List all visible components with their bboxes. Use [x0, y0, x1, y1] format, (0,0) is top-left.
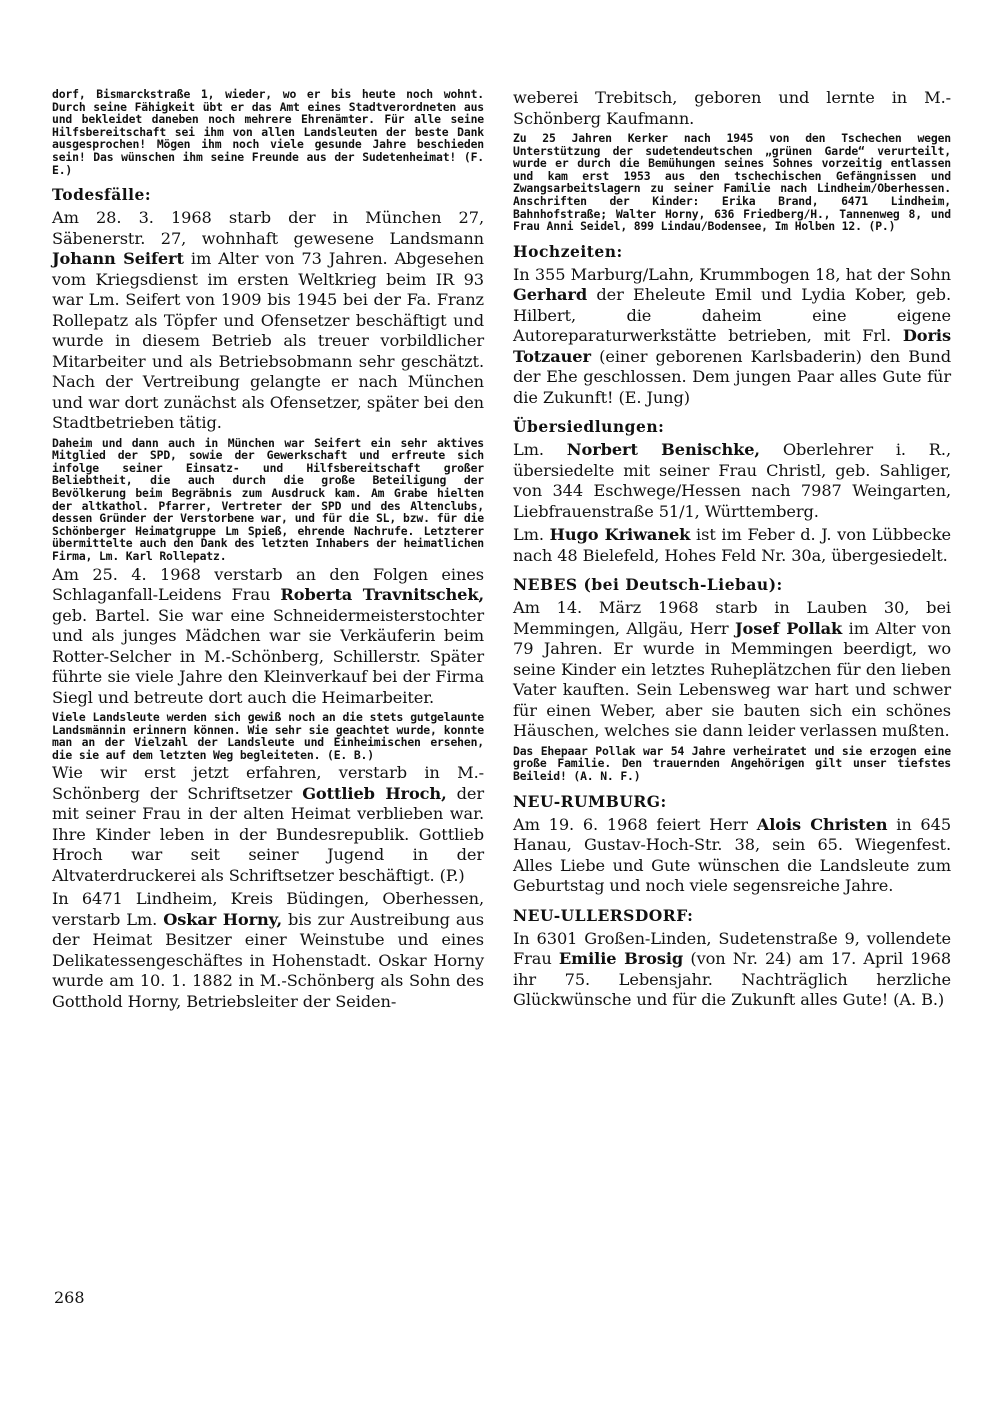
hroch-pre: Wie wir erst jetzt erfahren, verstarb in M.-Schönberg der Schriftsetzer — [52, 763, 484, 803]
travnitschek-name: Roberta Travnitschek, — [280, 585, 484, 605]
kriwanek-pre: Lm. — [513, 525, 544, 545]
travnitschek-paragraph — [52, 565, 484, 709]
hochzeit-post: (einer geborenen Karlsbaderin) den Bund der Ehe geschlossen. Dem jungen Paar alles Gute für die Zukunft! (E. Jung) — [513, 346, 952, 407]
heading-nebes: NEBES (bei Deutsch-Liebau): — [513, 575, 783, 595]
horny-name: Oskar Horny, — [163, 909, 282, 929]
horny-continuation: weberei Trebitsch, geboren und lernte in M.-Schönberg Kaufmann. — [513, 88, 951, 128]
left-column — [52, 88, 484, 1015]
horny-paragraph — [52, 889, 484, 1012]
seifert-post: im Alter von 73 Jahren. Abgesehen vom Kriegsdienst im ersten Weltkrieg beim IR 93 war Lm. Seifert von 1909 bis 1945 bei der Fa. Franz Rollepatz als Töpfer und Ofensetzer beschäftigt und wurde in diesem Betrieb als treuer vorbildlicher Mitarbeiter und als Betriebsobmann sehr geschätzt. Nach der Vertreibung gelangte er nach München und war dort zunächst als Ofensetzer, später bei den Stadtbetrieben tätig. — [52, 249, 484, 433]
christen-pre: Am 19. 6. 1968 feiert Herr — [513, 814, 748, 834]
travnitschek-pre: Am 25. 4. 1968 verstarb an den Folgen eines Schlaganfall-Leidens Frau — [52, 564, 484, 605]
hroch-name: Gottlieb Hroch, — [302, 783, 447, 803]
benischke-pre: Lm. — [513, 440, 544, 460]
brosig-paragraph — [513, 929, 951, 1011]
pollak-name: Josef Pollak — [734, 618, 843, 638]
heading-neu-rumburg: NEU-RUMBURG: — [513, 791, 667, 811]
heading-hochzeiten: Hochzeiten: — [513, 241, 623, 261]
pollak-pre: Am 14. März 1968 starb in Lauben 30, bei Memmingen, Allgäu, Herr — [513, 598, 951, 638]
heading-uebersiedlungen: Übersiedlungen: — [513, 417, 665, 437]
hroch-paragraph — [52, 763, 484, 886]
kriwanek-post: ist im Feber d. J. von Lübbecke nach 48 Bielefeld, Hohes Feld Nr. 30a, übergesiedelt. — [513, 525, 952, 565]
pollak-small-paragraph: Das Ehepaar Pollak war 54 Jahre verheiratet und sie erzogen eine große Familie. Den trauernden Angehörigen gilt unser tiefstes Beileid! (A. N. F.) — [513, 743, 951, 783]
horny-post: bis zur Austreibung aus der Heimat Besitzer einer Weinstube und eines Delikatessengeschäftes in Hohenstadt. Oskar Horny wurde am 10. 1. 1882 in M.-Schönberg als Sohn des Gotthold Horny, Betriebsleiter der Seiden- — [52, 909, 485, 1011]
christen-name: Alois Christen — [756, 814, 888, 834]
benischke-post: Oberlehrer i. R., übersiedelte mit seiner Frau Christl, geb. Sahliger, von 344 Eschwege/Hessen nach 7987 Weingarten, Liebfrauenstraße 51/1, Württemberg. — [513, 440, 951, 521]
horny-pre: In 6471 Lindheim, Kreis Büdingen, Oberhessen, verstarb Lm. — [52, 889, 484, 929]
right-column — [513, 88, 951, 1014]
kriwanek-paragraph — [513, 525, 951, 566]
pollak-post: im Alter von 79 Jahren. Er wurde in Memmingen beerdigt, wo seine Kinder ein letztes Ruheplätzchen für den lieben Vater kauften. Sein Lebensweg war hart und schwer für einen Weber, aber sie bauten sich ein schönes Häuschen, welches sie dann leider verlassen mußten. — [513, 618, 952, 741]
hochzeit-mid: der Eheleute Emil und Lydia Kober, geb. Hilbert, die daheim eine eigene Autoreparaturwerkstätte betrieben, mit Frl. — [513, 285, 951, 346]
heading-todesfaelle: Todesfälle: — [52, 185, 152, 205]
page-number: 268 — [54, 1288, 85, 1307]
pollak-paragraph — [513, 598, 951, 742]
brosig-name: Emilie Brosig — [558, 949, 684, 969]
seifert-name: Johann Seifert — [52, 249, 184, 269]
travnitschek-small-paragraph: Viele Landsleute werden sich gewiß noch an die stets gutgelaunte Landsmännin erinnern können. Wie sehr sie geachtet wurde, konnte man an der Vielzahl der Landsleute und Einheimischen ersehen, die sie auf dem letzten Weg begleiteten. (E. B.) — [52, 710, 484, 762]
kriwanek-name: Hugo Kriwanek — [549, 525, 691, 545]
benischke-name: Norbert Benischke, — [566, 440, 760, 460]
hochzeit-name-totzauer: Doris Totzauer — [513, 326, 951, 366]
benischke-paragraph — [513, 440, 951, 522]
intro-paragraph: dorf, Bismarckstraße 1, wieder, wo er bis heute noch wohnt. Durch seine Fähigkeit übt er das Amt eines Stadtverordneten aus und bekleidet daneben noch mehrere Ehrenämter. Für alle seine Hilfsbereitschaft sei ihm von allen Landsleuten der beste Dank ausgesprochen! Mögen ihm noch viele gesunde Jahre beschieden sein! Das wünschen ihm seine Freunde aus der Sudetenheimat! (F. E.) — [52, 87, 484, 177]
hochzeit-name-gerhard: Gerhard — [513, 285, 588, 305]
seifert-small-paragraph: Daheim und dann auch in München war Seifert ein sehr aktives Mitglied der SPD, sowie der Gewerkschaft und erfreute sich infolge seiner Einsatz- und Hilfsbereitschaft großer Beliebtheit, die auch durch die große Beteiligung der Bevölkerung beim Begräbnis zum Ausdruck kam. Am Grabe hielten der altkathol. Pfarrer, Vertreter der SPD und des Altenclubs, dessen Gründer der Verstorbene war, und für die SL, bzw. für die Schönberger Heimatgruppe Lm Spieß, ehrende Nachrufe. Letzterer übermittelte auch den Dank des letzten Inhabers der heimatlichen Firma, Lm. Karl Rollepatz. — [52, 435, 484, 563]
brosig-pre: In 6301 Großen-Linden, Sudetenstraße 9, vollendete Frau — [513, 928, 951, 969]
hroch-post: der mit seiner Frau in der alten Heimat verblieben war. Ihre Kinder leben in der Bundesrepublik. Gottlieb Hroch war seit seiner Jugend in der Altvaterdruckerei als Schriftsetzer beschäftigt. (P.) — [52, 783, 485, 885]
brosig-post: (von Nr. 24) am 17. April 1968 ihr 75. Lebensjahr. Nachträglich herzliche Glückwünsche und für die Zukunft alles Gute! (A. B.) — [513, 949, 952, 1010]
christen-post: in 645 Hanau, Gustav-Hoch-Str. 38, sein 65. Wiegenfest. Alles Liebe und Gute wünschen die Landsleute zum Geburtstag und noch viele segensreiche Jahre. — [513, 814, 952, 896]
seifert-pre: Am 28. 3. 1968 starb der in München 27, Säbenerstr. 27, wohnhaft gewesene Landsmann — [52, 208, 484, 248]
hochzeit-pre: In 355 Marburg/Lahn, Krummbogen 18, hat der Sohn — [513, 264, 951, 284]
horny-small-paragraph: Zu 25 Jahren Kerker nach 1945 von den Tschechen wegen Unterstützung der sudetendeutschen „grünen Garde“ verurteilt, wurde er durch die Bemühungen seines Sohnes vorzeitig entlassen und kam erst 1953 aus den tschechischen Gefängnissen und Zwangsarbeitslagern zu seiner Familie nach Lindheim/Oberhessen. Anschriften der Kinder: Erika Brand, 6471 Lindheim, Bahnhofstraße; Walter Horny, 636 Friedberg/H., Tannenweg 8, und Frau Anni Seidel, 899 Lindau/Bodensee, Im Holben 12. (P.) — [513, 131, 951, 234]
seifert-paragraph — [52, 208, 484, 434]
hochzeit-paragraph — [513, 265, 951, 409]
christen-paragraph — [513, 815, 951, 897]
heading-neu-ullersdorf: NEU-ULLERSDORF: — [513, 905, 694, 925]
travnitschek-post: geb. Bartel. Sie war eine Schneidermeisterstochter und als junges Mädchen war sie Verkäuferin beim Rotter-Selcher in M.-Schönberg, Schillerstr. Später führte sie viele Jahre den Kleinverkauf bei der Firma Siegl und betreute dort auch die Heimarbeiter. — [52, 605, 484, 707]
